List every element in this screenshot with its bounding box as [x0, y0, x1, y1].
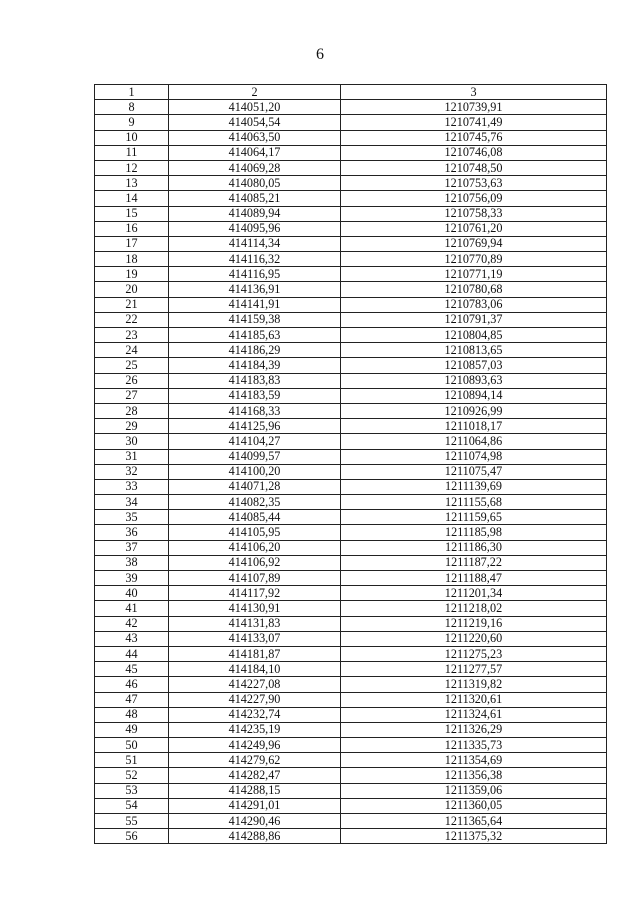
y-coordinate-cell: 1211219,16: [341, 616, 607, 631]
x-coordinate-cell: 414232,74: [169, 707, 341, 722]
header-cell-x: 2: [169, 85, 341, 100]
point-number-cell: 34: [95, 495, 169, 510]
x-coordinate-cell: 414227,90: [169, 692, 341, 707]
table-body: [95, 100, 607, 844]
x-coordinate-cell: 414085,44: [169, 510, 341, 525]
y-coordinate-cell: 1210894,14: [341, 388, 607, 403]
table-row: [95, 692, 607, 707]
table-row: [95, 358, 607, 373]
point-number-cell: 51: [95, 753, 169, 768]
table-row: [95, 631, 607, 646]
point-number-cell: 11: [95, 145, 169, 160]
table-row: [95, 328, 607, 343]
table-row: [95, 145, 607, 160]
table-row: [95, 236, 607, 251]
table-row: [95, 768, 607, 783]
x-coordinate-cell: 414080,05: [169, 176, 341, 191]
point-number-cell: 55: [95, 814, 169, 829]
y-coordinate-cell: 1210748,50: [341, 160, 607, 175]
y-coordinate-cell: 1211186,30: [341, 540, 607, 555]
x-coordinate-cell: 414184,10: [169, 662, 341, 677]
point-number-cell: 53: [95, 783, 169, 798]
x-coordinate-cell: 414184,39: [169, 358, 341, 373]
point-number-cell: 17: [95, 236, 169, 251]
point-number-cell: 46: [95, 677, 169, 692]
y-coordinate-cell: 1211277,57: [341, 662, 607, 677]
y-coordinate-cell: 1211359,06: [341, 783, 607, 798]
x-coordinate-cell: 414133,07: [169, 631, 341, 646]
y-coordinate-cell: 1210761,20: [341, 221, 607, 236]
x-coordinate-cell: 414186,29: [169, 343, 341, 358]
y-coordinate-cell: 1211275,23: [341, 646, 607, 661]
point-number-cell: 18: [95, 252, 169, 267]
coordinates-table: [94, 84, 607, 844]
table-row: [95, 616, 607, 631]
y-coordinate-cell: 1210758,33: [341, 206, 607, 221]
table-row: [95, 540, 607, 555]
table-row: [95, 464, 607, 479]
point-number-cell: 16: [95, 221, 169, 236]
table-row: [95, 479, 607, 494]
y-coordinate-cell: 1211139,69: [341, 479, 607, 494]
point-number-cell: 47: [95, 692, 169, 707]
y-coordinate-cell: 1210756,09: [341, 191, 607, 206]
y-coordinate-cell: 1210770,89: [341, 252, 607, 267]
table-row: [95, 221, 607, 236]
point-number-cell: 28: [95, 403, 169, 418]
table-row: [95, 753, 607, 768]
point-number-cell: 26: [95, 373, 169, 388]
table-row: [95, 312, 607, 327]
point-number-cell: 9: [95, 115, 169, 130]
table-row: [95, 495, 607, 510]
x-coordinate-cell: 414104,27: [169, 434, 341, 449]
point-number-cell: 35: [95, 510, 169, 525]
point-number-cell: 10: [95, 130, 169, 145]
x-coordinate-cell: 414125,96: [169, 419, 341, 434]
table-row: [95, 677, 607, 692]
y-coordinate-cell: 1211201,34: [341, 586, 607, 601]
y-coordinate-cell: 1210804,85: [341, 328, 607, 343]
table-row: [95, 343, 607, 358]
table-row: [95, 586, 607, 601]
x-coordinate-cell: 414089,94: [169, 206, 341, 221]
x-coordinate-cell: 414131,83: [169, 616, 341, 631]
x-coordinate-cell: 414085,21: [169, 191, 341, 206]
point-number-cell: 8: [95, 100, 169, 115]
x-coordinate-cell: 414082,35: [169, 495, 341, 510]
x-coordinate-cell: 414071,28: [169, 479, 341, 494]
x-coordinate-cell: 414107,89: [169, 571, 341, 586]
x-coordinate-cell: 414069,28: [169, 160, 341, 175]
table-row: [95, 798, 607, 813]
x-coordinate-cell: 414130,91: [169, 601, 341, 616]
x-coordinate-cell: 414291,01: [169, 798, 341, 813]
point-number-cell: 20: [95, 282, 169, 297]
y-coordinate-cell: 1210745,76: [341, 130, 607, 145]
table-row: [95, 403, 607, 418]
point-number-cell: 33: [95, 479, 169, 494]
x-coordinate-cell: 414282,47: [169, 768, 341, 783]
point-number-cell: 54: [95, 798, 169, 813]
y-coordinate-cell: 1210741,49: [341, 115, 607, 130]
table-row: [95, 252, 607, 267]
table-row: [95, 419, 607, 434]
table-row: [95, 282, 607, 297]
y-coordinate-cell: 1210771,19: [341, 267, 607, 282]
x-coordinate-cell: 414114,34: [169, 236, 341, 251]
x-coordinate-cell: 414290,46: [169, 814, 341, 829]
x-coordinate-cell: 414235,19: [169, 722, 341, 737]
point-number-cell: 43: [95, 631, 169, 646]
table-row: [95, 206, 607, 221]
y-coordinate-cell: 1211018,17: [341, 419, 607, 434]
point-number-cell: 13: [95, 176, 169, 191]
y-coordinate-cell: 1210783,06: [341, 297, 607, 312]
point-number-cell: 22: [95, 312, 169, 327]
point-number-cell: 12: [95, 160, 169, 175]
y-coordinate-cell: 1211375,32: [341, 829, 607, 844]
table-row: [95, 571, 607, 586]
x-coordinate-cell: 414141,91: [169, 297, 341, 312]
table-row: [95, 707, 607, 722]
point-number-cell: 29: [95, 419, 169, 434]
point-number-cell: 14: [95, 191, 169, 206]
point-number-cell: 30: [95, 434, 169, 449]
table-row: [95, 434, 607, 449]
table-row: [95, 783, 607, 798]
y-coordinate-cell: 1210926,99: [341, 403, 607, 418]
point-number-cell: 25: [95, 358, 169, 373]
y-coordinate-cell: 1210780,68: [341, 282, 607, 297]
table-row: [95, 191, 607, 206]
y-coordinate-cell: 1211159,65: [341, 510, 607, 525]
point-number-cell: 42: [95, 616, 169, 631]
x-coordinate-cell: 414099,57: [169, 449, 341, 464]
point-number-cell: 32: [95, 464, 169, 479]
table-row: [95, 646, 607, 661]
x-coordinate-cell: 414100,20: [169, 464, 341, 479]
table-row: [95, 297, 607, 312]
x-coordinate-cell: 414288,86: [169, 829, 341, 844]
y-coordinate-cell: 1211324,61: [341, 707, 607, 722]
x-coordinate-cell: 414249,96: [169, 738, 341, 753]
point-number-cell: 39: [95, 571, 169, 586]
y-coordinate-cell: 1210791,37: [341, 312, 607, 327]
x-coordinate-cell: 414185,63: [169, 328, 341, 343]
x-coordinate-cell: 414054,54: [169, 115, 341, 130]
table-row: [95, 100, 607, 115]
point-number-cell: 21: [95, 297, 169, 312]
x-coordinate-cell: 414095,96: [169, 221, 341, 236]
point-number-cell: 49: [95, 722, 169, 737]
point-number-cell: 36: [95, 525, 169, 540]
y-coordinate-cell: 1211335,73: [341, 738, 607, 753]
x-coordinate-cell: 414106,20: [169, 540, 341, 555]
point-number-cell: 48: [95, 707, 169, 722]
y-coordinate-cell: 1211319,82: [341, 677, 607, 692]
table-row: [95, 662, 607, 677]
point-number-cell: 37: [95, 540, 169, 555]
y-coordinate-cell: 1211356,38: [341, 768, 607, 783]
x-coordinate-cell: 414168,33: [169, 403, 341, 418]
x-coordinate-cell: 414279,62: [169, 753, 341, 768]
point-number-cell: 31: [95, 449, 169, 464]
point-number-cell: 27: [95, 388, 169, 403]
point-number-cell: 19: [95, 267, 169, 282]
table-row: [95, 267, 607, 282]
table-row: [95, 373, 607, 388]
y-coordinate-cell: 1211360,05: [341, 798, 607, 813]
table-row: [95, 388, 607, 403]
x-coordinate-cell: 414051,20: [169, 100, 341, 115]
y-coordinate-cell: 1210769,94: [341, 236, 607, 251]
table-row: [95, 449, 607, 464]
table-row: [95, 115, 607, 130]
x-coordinate-cell: 414159,38: [169, 312, 341, 327]
y-coordinate-cell: 1210739,91: [341, 100, 607, 115]
table-row: [95, 814, 607, 829]
table-row: [95, 601, 607, 616]
table-row: [95, 555, 607, 570]
x-coordinate-cell: 414063,50: [169, 130, 341, 145]
y-coordinate-cell: 1211185,98: [341, 525, 607, 540]
y-coordinate-cell: 1211218,02: [341, 601, 607, 616]
table-row: [95, 829, 607, 844]
table-row: [95, 130, 607, 145]
y-coordinate-cell: 1211220,60: [341, 631, 607, 646]
x-coordinate-cell: 414227,08: [169, 677, 341, 692]
table-row: [95, 722, 607, 737]
y-coordinate-cell: 1211326,29: [341, 722, 607, 737]
table-row: [95, 525, 607, 540]
point-number-cell: 56: [95, 829, 169, 844]
point-number-cell: 41: [95, 601, 169, 616]
x-coordinate-cell: 414183,59: [169, 388, 341, 403]
x-coordinate-cell: 414288,15: [169, 783, 341, 798]
y-coordinate-cell: 1211354,69: [341, 753, 607, 768]
y-coordinate-cell: 1211188,47: [341, 571, 607, 586]
point-number-cell: 44: [95, 646, 169, 661]
table-row: [95, 176, 607, 191]
y-coordinate-cell: 1210893,63: [341, 373, 607, 388]
y-coordinate-cell: 1211155,68: [341, 495, 607, 510]
table-row: [95, 160, 607, 175]
y-coordinate-cell: 1211187,22: [341, 555, 607, 570]
point-number-cell: 40: [95, 586, 169, 601]
x-coordinate-cell: 414181,87: [169, 646, 341, 661]
table-header-row: [95, 85, 607, 100]
point-number-cell: 50: [95, 738, 169, 753]
y-coordinate-cell: 1210746,08: [341, 145, 607, 160]
y-coordinate-cell: 1210813,65: [341, 343, 607, 358]
header-cell-y: 3: [341, 85, 607, 100]
point-number-cell: 52: [95, 768, 169, 783]
y-coordinate-cell: 1211075,47: [341, 464, 607, 479]
point-number-cell: 24: [95, 343, 169, 358]
page-number: 6: [316, 46, 324, 63]
table-row: [95, 510, 607, 525]
y-coordinate-cell: 1210857,03: [341, 358, 607, 373]
x-coordinate-cell: 414183,83: [169, 373, 341, 388]
y-coordinate-cell: 1211064,86: [341, 434, 607, 449]
x-coordinate-cell: 414117,92: [169, 586, 341, 601]
y-coordinate-cell: 1211074,98: [341, 449, 607, 464]
point-number-cell: 15: [95, 206, 169, 221]
table-row: [95, 738, 607, 753]
x-coordinate-cell: 414064,17: [169, 145, 341, 160]
x-coordinate-cell: 414136,91: [169, 282, 341, 297]
x-coordinate-cell: 414116,95: [169, 267, 341, 282]
point-number-cell: 45: [95, 662, 169, 677]
point-number-cell: 23: [95, 328, 169, 343]
y-coordinate-cell: 1211320,61: [341, 692, 607, 707]
header-cell-point-number: 1: [95, 85, 169, 100]
x-coordinate-cell: 414105,95: [169, 525, 341, 540]
point-number-cell: 38: [95, 555, 169, 570]
x-coordinate-cell: 414116,32: [169, 252, 341, 267]
y-coordinate-cell: 1211365,64: [341, 814, 607, 829]
x-coordinate-cell: 414106,92: [169, 555, 341, 570]
y-coordinate-cell: 1210753,63: [341, 176, 607, 191]
